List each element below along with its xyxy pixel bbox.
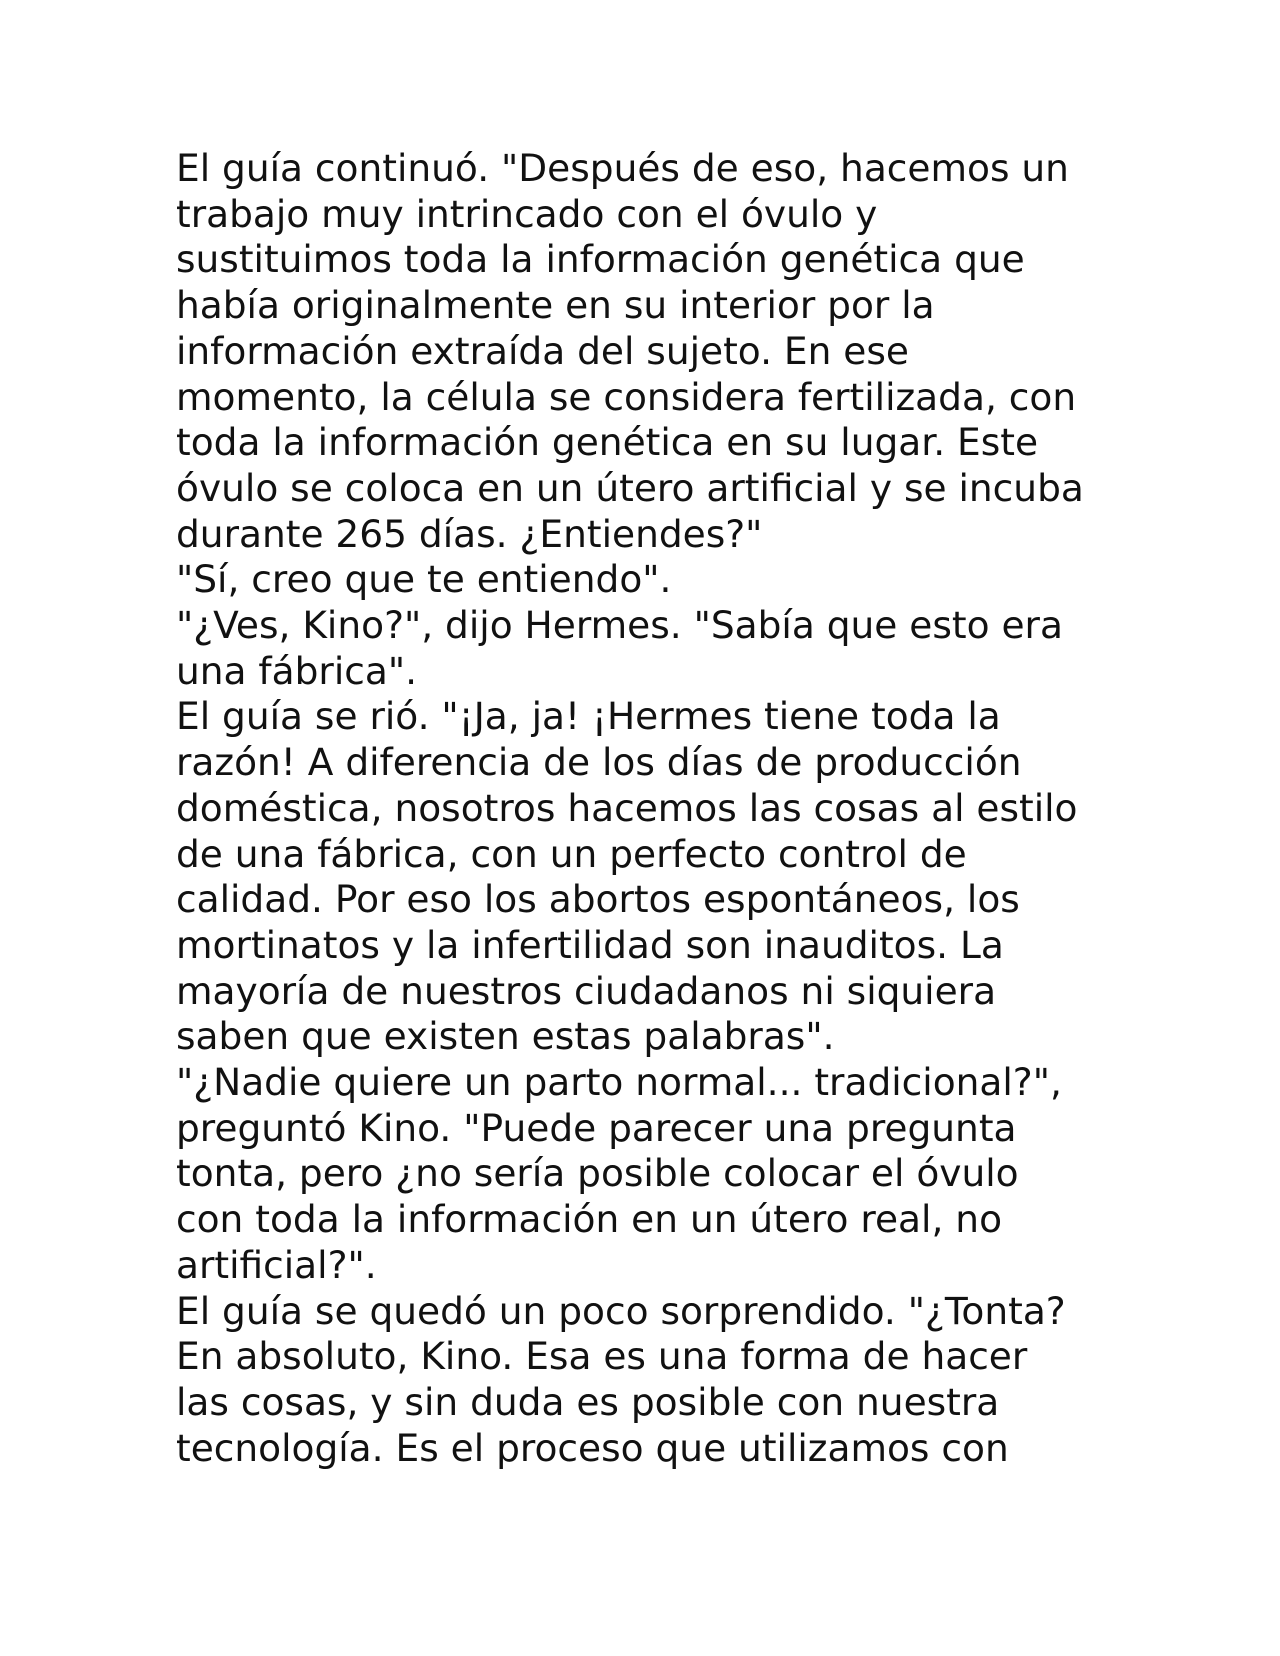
paragraph: El guía se quedó un poco sorprendido. "¿Tonta? En absoluto, Kino. Esa es una forma de hacer las cosas, y sin duda es posible con nuestra tecnología. Es el proceso que utilizamos con — [176, 1288, 1066, 1470]
paragraph: El guía continuó. "Después de eso, hacemos un trabajo muy intrincado con el óvulo y sustituimos toda la información genética que había originalmente en su interior por la información extraída del sujeto. En ese momento, la célula se considera fertilizada, con toda la información genética en su lugar. Este óvulo se coloca en un útero artificial y se incuba durante 265 días. ¿Entiendes?" — [176, 146, 1084, 556]
paragraph: "¿Nadie quiere un parto normal... tradicional?", preguntó Kino. "Puede parecer una pregunta tonta, pero ¿no sería posible colocar el óvulo con toda la información en un útero real, no artificial?". — [176, 1060, 1062, 1287]
document-body — [176, 146, 1116, 1471]
paragraph: "¿Ves, Kino?", dijo Hermes. "Sabía que esto era una fábrica". — [176, 603, 1063, 693]
paragraph: "Sí, creo que te entiendo". — [176, 557, 672, 602]
paragraph: El guía se rió. "¡Ja, ja! ¡Hermes tiene toda la razón! A diferencia de los días de producción doméstica, nosotros hacemos las cosas al estilo de una fábrica, con un perfecto control de calidad. Por eso los abortos espontáneos, los mortinatos y la infertilidad son inauditos. La mayoría de nuestros ciudadanos ni siquiera saben que existen estas palabras". — [176, 694, 1078, 1059]
